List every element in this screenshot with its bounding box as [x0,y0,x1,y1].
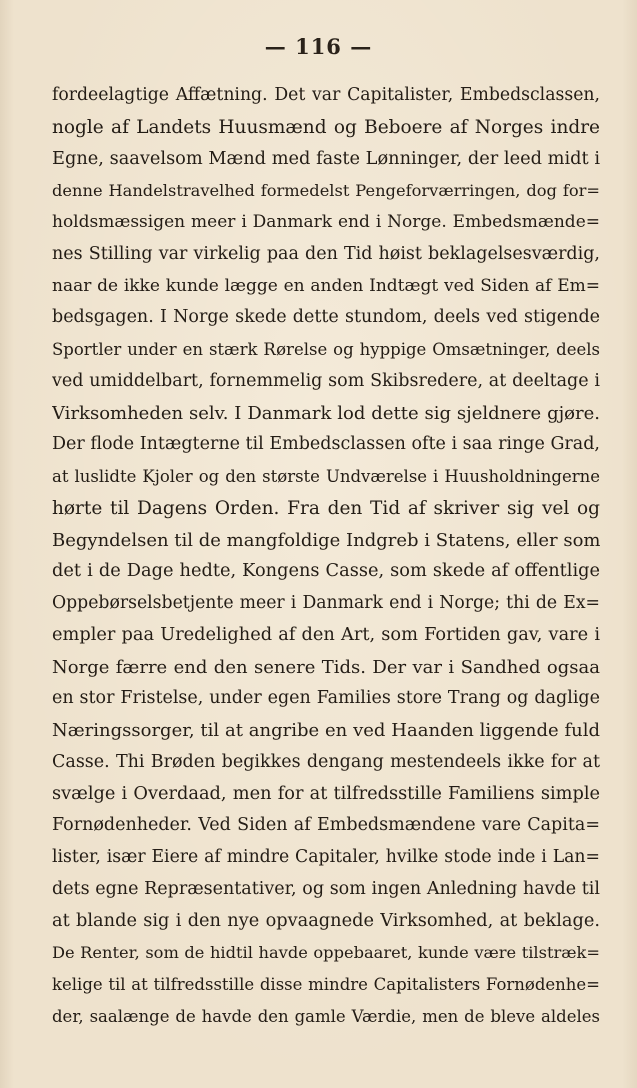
text-line: naar de ikke kunde lægge en anden Indtægt ved Siden af Em= [52,275,600,296]
text-line: svælge i Overdaad, men for at tilfredsstille Familiens simple [52,783,600,804]
paper-speck [498,1015,501,1018]
body-text [52,80,600,1033]
text-line: Virksomheden selv. I Danmark lod dette sig sjeldnere gjøre. [52,402,600,424]
text-line: Begyndelsen til de mangfoldige Indgreb i Statens, eller som [52,529,600,551]
text-line: Casse. Thi Brøden begikkes dengang mestendeels ikke for at [52,751,600,772]
text-line: holdsmæssigen meer i Danmark end i Norge. Embedsmænde= [52,212,600,232]
text-line: Der flode Intægterne til Embedsclassen ofte i saa ringe Grad, [52,434,600,455]
page-number: — 116 — [264,34,373,59]
text-line: bedsgagen. I Norge skede dette stundom, deels ved stigende [52,307,600,328]
text-line: dets egne Repræsentativer, og som ingen Anledning havde til [52,878,600,899]
text-line: at luslidte Kjoler og den største Undværelse i Huusholdningerne [52,467,600,486]
text-line: en stor Fristelse, under egen Families store Trang og daglige [52,688,600,709]
text-line: fordeelagtige Affætning. Det var Capitalister, Embedsclassen, [52,85,600,105]
text-line: Oppebørselsbetjente meer i Danmark end i Norge; thi de Ex= [52,593,600,613]
text-line: det i de Dage hedte, Kongens Casse, som skede af offentlige [52,561,600,582]
text-line: nogle af Landets Huusmænd og Beboere af Norges indre [52,116,600,138]
text-line: Næringssorger, til at angribe en ved Haanden liggende fuld [52,720,600,741]
text-line: Fornødenheder. Ved Siden af Embedsmændene vare Capita= [52,815,600,836]
text-line: empler paa Uredelighed af den Art, som Fortiden gav, vare i [52,624,600,645]
text-line: Sportler under en stærk Rørelse og hyppige Omsætninger, deels [52,340,600,359]
text-line: De Renter, som de hidtil havde oppebaaret, kunde være tilstræk= [52,943,600,963]
text-line: at blande sig i den nye opvaagnede Virksomhed, at beklage. [52,910,600,931]
text-line: der, saalænge de havde den gamle Værdie, men de bleve aldeles [52,1006,600,1026]
text-line: Norge færre end den senere Tids. Der var i Sandhed ogsaa [52,656,600,678]
text-line: lister, især Eiere af mindre Capitaler, hvilke stode inde i Lan= [52,847,600,867]
text-line: nes Stilling var virkelig paa den Tid høist beklagelsesværdig, [52,243,600,264]
text-line: denne Handelstravelhed formedelst Pengeforværringen, dog for= [52,181,600,201]
text-line: hørte til Dagens Orden. Fra den Tid af skriver sig vel og [52,497,600,519]
text-line: kelige til at tilfredsstille disse mindre Capitalisters Fornødenhe= [52,975,600,994]
text-line: Egne, saavelsom Mænd med faste Lønninger, der leed midt i [52,148,600,169]
text-line: ved umiddelbart, fornemmelig som Skibsredere, at deeltage i [52,370,600,391]
